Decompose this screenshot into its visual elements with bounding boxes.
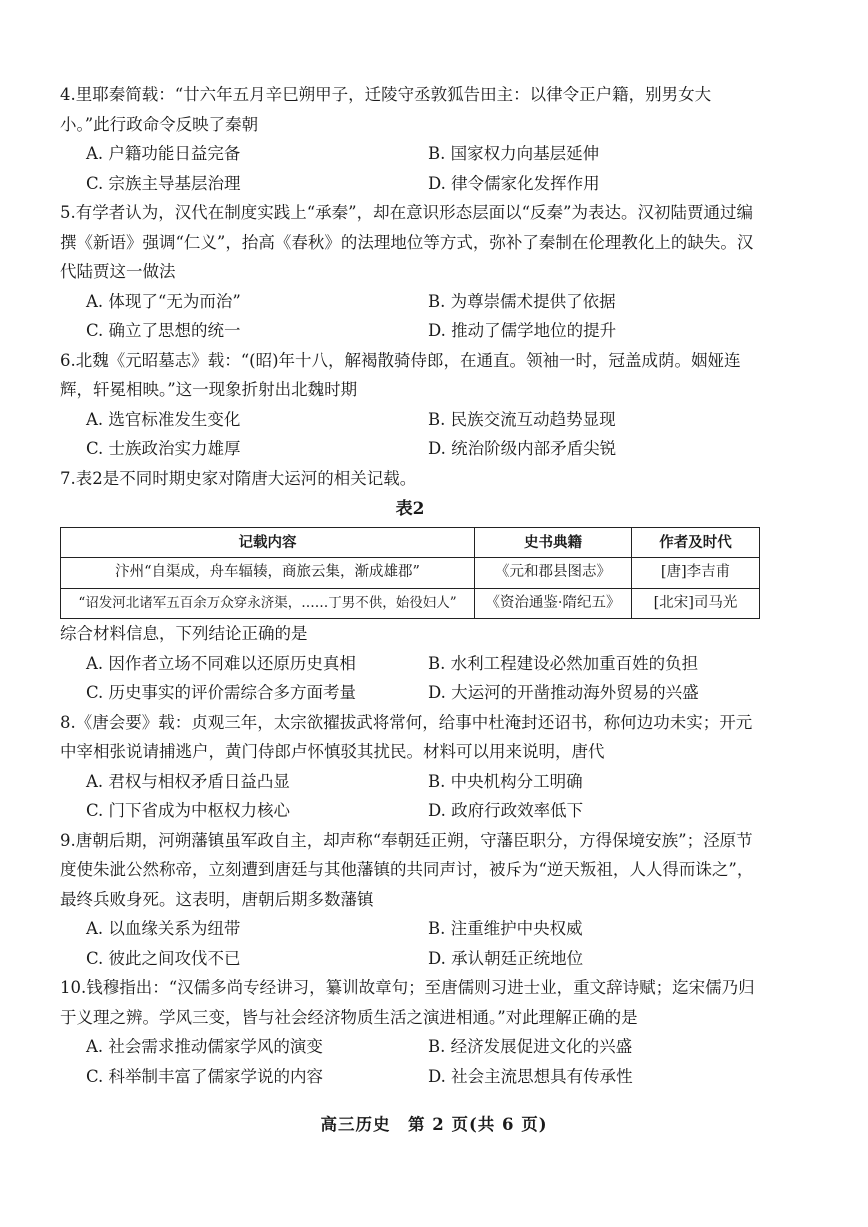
table-cell: 《元和郡县图志》 xyxy=(475,558,632,589)
option-d: D. 大运河的开凿推动海外贸易的兴盛 xyxy=(428,683,699,702)
option-c: C. 科举制丰富了儒家学说的内容 xyxy=(86,1066,324,1086)
table-cell: “诏发河北诸军五百余万众穿永济渠，……丁男不供，始役妇人” xyxy=(61,588,475,619)
options xyxy=(60,914,760,973)
option-b: B. 水利工程建设必然加重百姓的负担 xyxy=(428,653,699,673)
column-header: 史书典籍 xyxy=(475,527,632,558)
options xyxy=(60,287,760,346)
options xyxy=(60,649,760,708)
options xyxy=(60,1032,760,1091)
exam-page xyxy=(60,80,760,1091)
question-stem: 8.《唐会要》载：贞观三年，太宗欲擢拔武将常何，给事中杜淹封还诏书，称何边功未实；开元中宰相张说请捕逃户，黄门侍郎卢怀慎驳其扰民。材料可以用来说明，唐代 xyxy=(60,712,753,761)
option-a: A. 选官标准发生变化 xyxy=(86,409,241,429)
option-a: A. 社会需求推动儒家学风的演变 xyxy=(86,1037,323,1056)
question-stem: 9.唐朝后期，河朔藩镇虽军政自主，却声称“奉朝廷正朔，守藩臣职分，方得保境安族”；泾原节度使朱泚公然称帝，立刻遭到唐廷与其他藩镇的共同声讨，被斥为“逆天叛祖，人人得而诛之”，最终兵败身死。这表明，唐朝后期多数藩镇 xyxy=(60,830,754,909)
question-stem: 10.钱穆指出：“汉儒多尚专经讲习，纂训故章句；至唐儒则习进士业，重文辞诗赋；迄宋儒乃归于义理之辨。学风三变，皆与社会经济物质生活之演进相通。”对此理解正确的是 xyxy=(60,978,755,1027)
option-b: B. 中央机构分工明确 xyxy=(428,771,583,791)
table-row xyxy=(61,558,760,589)
option-a: A. 体现了“无为而治” xyxy=(86,291,241,311)
table-header-row xyxy=(61,527,760,558)
page-footer: 高三历史 第 2 页(共 6 页) xyxy=(320,1115,548,1134)
options xyxy=(60,767,760,826)
option-a: A. 君权与相权矛盾日益凸显 xyxy=(86,771,290,791)
question-10 xyxy=(60,973,760,1091)
option-b: B. 经济发展促进文化的兴盛 xyxy=(428,1037,633,1056)
option-d: D. 政府行政效率低下 xyxy=(428,801,584,820)
option-c: C. 确立了思想的统一 xyxy=(86,321,241,340)
option-d: D. 承认朝廷正统地位 xyxy=(428,948,584,968)
column-header: 记载内容 xyxy=(61,527,475,558)
table-cell: [北宋]司马光 xyxy=(632,588,760,619)
question-9 xyxy=(60,826,760,974)
option-a: A. 户籍功能日益完备 xyxy=(86,144,241,163)
question-4 xyxy=(60,80,760,198)
option-c: C. 门下省成为中枢权力核心 xyxy=(86,801,291,820)
option-c: C. 士族政治实力雄厚 xyxy=(86,439,241,458)
question-8 xyxy=(60,708,760,826)
option-b: B. 民族交流互动趋势显现 xyxy=(428,409,616,429)
records-table xyxy=(60,527,760,620)
question-stem: 5.有学者认为，汉代在制度实践上“承秦”，却在意识形态层面以“反秦”为表达。汉初陆贾通过编撰《新语》强调“仁义”，抬高《春秋》的法理地位等方式，弥补了秦制在伦理教化上的缺失。汉代陆贾这一做法 xyxy=(60,203,754,281)
table-cell: 《资治通鉴·隋纪五》 xyxy=(475,588,632,619)
option-a: A. 因作者立场不同难以还原历史真相 xyxy=(86,653,356,673)
question-7 xyxy=(60,464,760,708)
options xyxy=(60,405,760,464)
table-row xyxy=(61,588,760,619)
options xyxy=(60,139,760,198)
table-cell: [唐]李吉甫 xyxy=(632,558,760,589)
question-5 xyxy=(60,198,760,346)
option-c: C. 历史事实的评价需综合多方面考量 xyxy=(86,683,357,702)
question-prompt: 综合材料信息，下列结论正确的是 xyxy=(60,624,308,643)
question-stem: 6.北魏《元昭墓志》载：“(昭)年十八，解褐散骑侍郎，在通直。领袖一时，冠盖成荫。姻娅连辉，轩冕相映。”这一现象折射出北魏时期 xyxy=(60,350,741,399)
question-stem: 4.里耶秦简载：“廿六年五月辛巳朔甲子，迁陵守丞敦狐告田主：以律令正户籍，别男女大小。”此行政命令反映了秦朝 xyxy=(60,85,712,134)
column-header: 作者及时代 xyxy=(632,527,760,558)
question-stem: 7.表2是不同时期史家对隋唐大运河的相关记载。 xyxy=(60,468,417,488)
option-b: B. 国家权力向基层延伸 xyxy=(428,144,600,163)
option-d: D. 律令儒家化发挥作用 xyxy=(428,173,600,193)
question-6 xyxy=(60,346,760,464)
table-cell: 汴州“自渠成，舟车辐辏，商旅云集，渐成雄郡” xyxy=(61,558,475,589)
table-title: 表2 xyxy=(395,499,425,519)
option-b: B. 为尊崇儒术提供了依据 xyxy=(428,291,616,311)
option-d: D. 社会主流思想具有传承性 xyxy=(428,1066,633,1086)
option-d: D. 推动了儒学地位的提升 xyxy=(428,321,617,340)
option-a: A. 以血缘关系为纽带 xyxy=(86,919,241,938)
option-c: C. 宗族主导基层治理 xyxy=(86,173,241,193)
option-c: C. 彼此之间攻伐不已 xyxy=(86,948,241,968)
option-d: D. 统治阶级内部矛盾尖锐 xyxy=(428,439,617,458)
option-b: B. 注重维护中央权威 xyxy=(428,919,583,938)
